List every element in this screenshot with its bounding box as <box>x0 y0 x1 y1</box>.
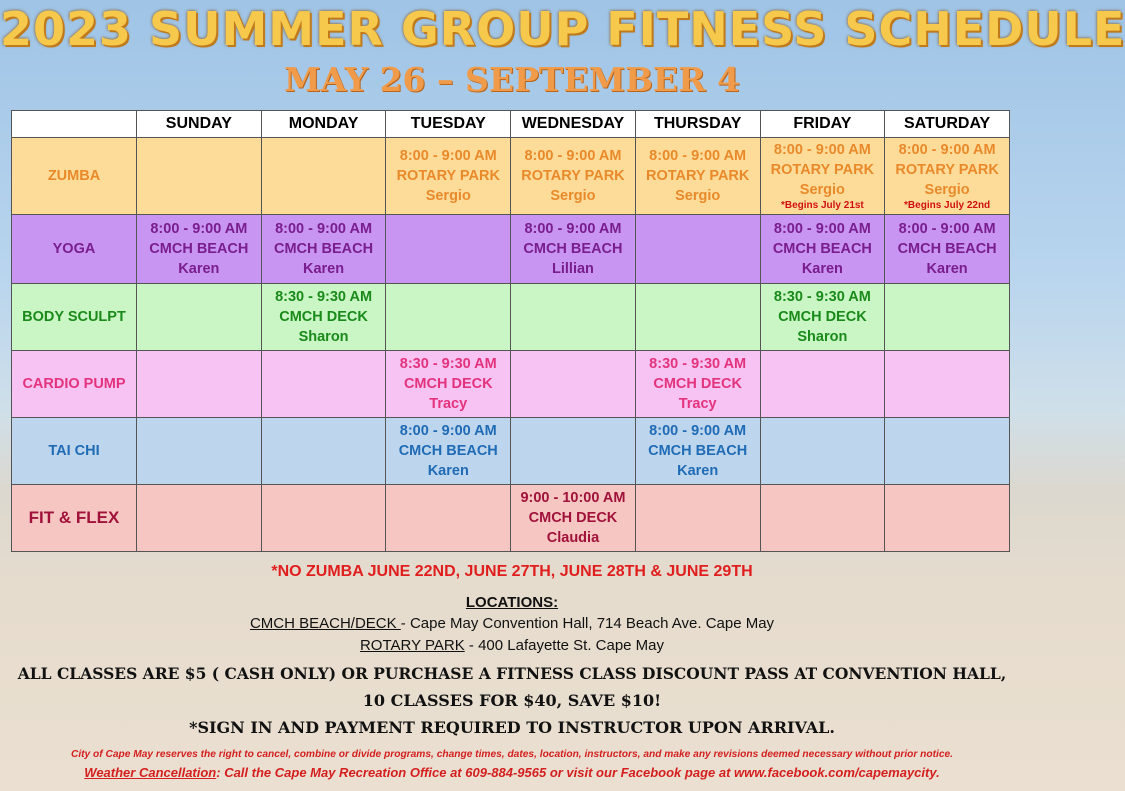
class-instructor: Claudia <box>546 530 600 546</box>
class-time: 8:00 - 9:00 AM <box>399 423 497 439</box>
location-rotary-name: ROTARY PARK <box>359 637 465 654</box>
schedule-cell-thursday <box>635 418 760 485</box>
weather-cancellation-label: Weather Cancellation <box>84 765 217 780</box>
schedule-row <box>12 215 1010 284</box>
title-year-season: 2023 SUMMER <box>0 2 384 56</box>
schedule-cell-monday <box>261 485 386 552</box>
class-instructor: Sergio <box>799 182 845 198</box>
day-header-monday: MONDAY <box>261 111 386 138</box>
schedule-cell-tuesday <box>386 351 511 418</box>
class-name-label: TAI CHI <box>12 418 137 485</box>
schedule-cell-monday <box>261 351 386 418</box>
day-header-tuesday: TUESDAY <box>386 111 511 138</box>
class-time: 8:00 - 9:00 AM <box>773 142 871 158</box>
class-time: 8:00 - 9:00 AM <box>524 148 622 164</box>
class-note: *Begins July 22nd <box>904 200 991 211</box>
class-time: 8:00 - 9:00 AM <box>150 221 248 237</box>
schedule-cell-wednesday <box>511 138 636 215</box>
schedule-cell-friday <box>760 284 885 351</box>
schedule-cell-wednesday <box>511 215 636 284</box>
schedule-cell-thursday <box>635 351 760 418</box>
class-place: ROTARY PARK <box>645 168 750 184</box>
class-instructor: Karen <box>926 261 968 277</box>
schedule-cell-monday <box>261 215 386 284</box>
class-name-label: CARDIO PUMP <box>12 351 137 418</box>
class-instructor: Sergio <box>675 188 721 204</box>
schedule-cell-sunday <box>137 485 262 552</box>
schedule-cell-tuesday <box>386 284 511 351</box>
class-place: CMCH DECK <box>778 309 867 325</box>
class-place: CMCH BEACH <box>523 241 623 257</box>
schedule-cell-friday <box>760 485 885 552</box>
schedule-cell-sunday <box>137 418 262 485</box>
class-place: CMCH BEACH <box>398 443 498 459</box>
class-place: CMCH BEACH <box>772 241 872 257</box>
class-name-label: YOGA <box>12 215 137 284</box>
class-time: 8:00 - 9:00 AM <box>399 148 497 164</box>
class-instructor: Karen <box>178 261 220 277</box>
class-name-label: BODY SCULPT <box>12 284 137 351</box>
schedule-cell-sunday <box>137 138 262 215</box>
location-cmch-address: - Cape May Convention Hall, 714 Beach Ave. Cape May <box>400 615 775 632</box>
class-instructor: Karen <box>801 261 843 277</box>
class-note: *Begins July 21st <box>780 200 864 211</box>
class-instructor: Sergio <box>550 188 596 204</box>
class-time: 8:00 - 9:00 AM <box>275 221 373 237</box>
class-instructor: Tracy <box>429 396 468 412</box>
class-name-label: FIT & FLEX <box>12 485 137 552</box>
schedule-row <box>12 485 1010 552</box>
page-title <box>0 2 1125 56</box>
class-place: CMCH BEACH <box>897 241 997 257</box>
class-time: 8:30 - 9:30 AM <box>773 289 871 305</box>
class-time: 8:30 - 9:30 AM <box>649 356 747 372</box>
schedule-cell-saturday <box>885 138 1010 215</box>
discount-pass-line: 10 CLASSES FOR $40, SAVE $10! <box>362 691 662 710</box>
schedule-cell-sunday <box>137 351 262 418</box>
schedule-cell-friday <box>760 418 885 485</box>
schedule-table <box>11 110 1010 552</box>
schedule-cell-monday <box>261 138 386 215</box>
class-place: CMCH DECK <box>279 309 368 325</box>
schedule-row <box>12 351 1010 418</box>
date-range-subtitle: MAY 26 – SEPTEMBER 4 <box>284 60 740 99</box>
class-instructor: Karen <box>677 463 719 479</box>
weather-cancellation-text: : Call the Cape May Recreation Office at 609-884-9565 or visit our Facebook page at www.facebook.com/capemaycity. <box>216 765 940 780</box>
class-instructor: Lillian <box>552 261 594 277</box>
schedule-row <box>12 138 1010 215</box>
class-time: 8:00 - 9:00 AM <box>898 221 996 237</box>
schedule-cell-thursday <box>635 284 760 351</box>
class-time: 8:00 - 9:00 AM <box>649 423 747 439</box>
schedule-row <box>12 418 1010 485</box>
signin-line: *SIGN IN AND PAYMENT REQUIRED TO INSTRUCTOR UPON ARRIVAL. <box>189 718 835 737</box>
weather-cancellation-line <box>0 765 1024 780</box>
schedule-cell-thursday <box>635 215 760 284</box>
schedule-cell-wednesday <box>511 485 636 552</box>
corner-cell <box>12 111 137 138</box>
day-header-row <box>12 111 1010 138</box>
class-time: 9:00 - 10:00 AM <box>520 490 626 506</box>
class-instructor: Karen <box>303 261 345 277</box>
schedule-cell-saturday <box>885 284 1010 351</box>
class-time: 8:30 - 9:30 AM <box>399 356 497 372</box>
day-header-wednesday: WEDNESDAY <box>511 111 636 138</box>
class-time: 8:00 - 9:00 AM <box>649 148 747 164</box>
schedule-cell-monday <box>261 418 386 485</box>
location-cmch-name: CMCH BEACH/DECK <box>249 615 401 632</box>
class-place: CMCH DECK <box>403 376 493 392</box>
day-header-saturday: SATURDAY <box>885 111 1010 138</box>
schedule-cell-tuesday <box>386 215 511 284</box>
location-rotary <box>0 637 1024 654</box>
class-instructor: Tracy <box>678 396 717 412</box>
class-place: ROTARY PARK <box>396 168 500 184</box>
class-time: 8:30 - 9:30 AM <box>275 289 373 305</box>
class-place: ROTARY PARK <box>770 162 875 178</box>
schedule-cell-sunday <box>137 215 262 284</box>
schedule-cell-saturday <box>885 215 1010 284</box>
class-instructor: Sharon <box>797 329 848 345</box>
price-line: ALL CLASSES ARE $5 ( CASH ONLY) OR PURCHASE A FITNESS CLASS DISCOUNT PASS AT CONVENTION HALL, <box>17 664 1007 683</box>
class-place: CMCH BEACH <box>149 241 249 257</box>
class-instructor: Sharon <box>298 329 349 345</box>
title-schedule: GROUP FITNESS SCHEDULE <box>400 2 1125 56</box>
schedule-cell-saturday <box>885 418 1010 485</box>
schedule-cell-wednesday <box>511 284 636 351</box>
schedule-cell-saturday <box>885 485 1010 552</box>
class-place: CMCH DECK <box>653 376 742 392</box>
class-place: CMCH DECK <box>528 510 618 526</box>
location-cmch <box>0 615 1024 632</box>
class-place: ROTARY PARK <box>895 162 999 178</box>
schedule-cell-thursday <box>635 485 760 552</box>
schedule-cell-wednesday <box>511 351 636 418</box>
class-name-label: ZUMBA <box>12 138 137 215</box>
class-instructor: Karen <box>427 463 469 479</box>
class-time: 8:00 - 9:00 AM <box>773 221 871 237</box>
schedule-cell-friday <box>760 215 885 284</box>
no-zumba-notice: *NO ZUMBA JUNE 22ND, JUNE 27TH, JUNE 28TH & JUNE 29TH <box>271 563 753 580</box>
schedule-cell-tuesday <box>386 485 511 552</box>
class-place: CMCH BEACH <box>648 443 748 459</box>
schedule-cell-friday <box>760 138 885 215</box>
schedule-cell-sunday <box>137 284 262 351</box>
schedule-cell-monday <box>261 284 386 351</box>
class-instructor: Sergio <box>425 188 471 204</box>
day-header-sunday: SUNDAY <box>137 111 262 138</box>
class-place: CMCH BEACH <box>274 241 374 257</box>
schedule-cell-wednesday <box>511 418 636 485</box>
schedule-cell-tuesday <box>386 138 511 215</box>
schedule-row <box>12 284 1010 351</box>
locations-heading: LOCATIONS: <box>465 594 559 611</box>
class-time: 8:00 - 9:00 AM <box>524 221 622 237</box>
location-rotary-address: - 400 Lafayette St. Cape May <box>464 637 665 654</box>
schedule-cell-friday <box>760 351 885 418</box>
schedule-cell-thursday <box>635 138 760 215</box>
day-header-thursday: THURSDAY <box>635 111 760 138</box>
class-place: ROTARY PARK <box>521 168 625 184</box>
schedule-cell-tuesday <box>386 418 511 485</box>
disclaimer-text: City of Cape May reserves the right to cancel, combine or divide programs, change times, dates, location, instructors, and make any revisions deemed necessary without prior notice. <box>70 749 954 760</box>
day-header-friday: FRIDAY <box>760 111 885 138</box>
schedule-cell-saturday <box>885 351 1010 418</box>
class-instructor: Sergio <box>924 182 970 198</box>
class-time: 8:00 - 9:00 AM <box>898 142 996 158</box>
